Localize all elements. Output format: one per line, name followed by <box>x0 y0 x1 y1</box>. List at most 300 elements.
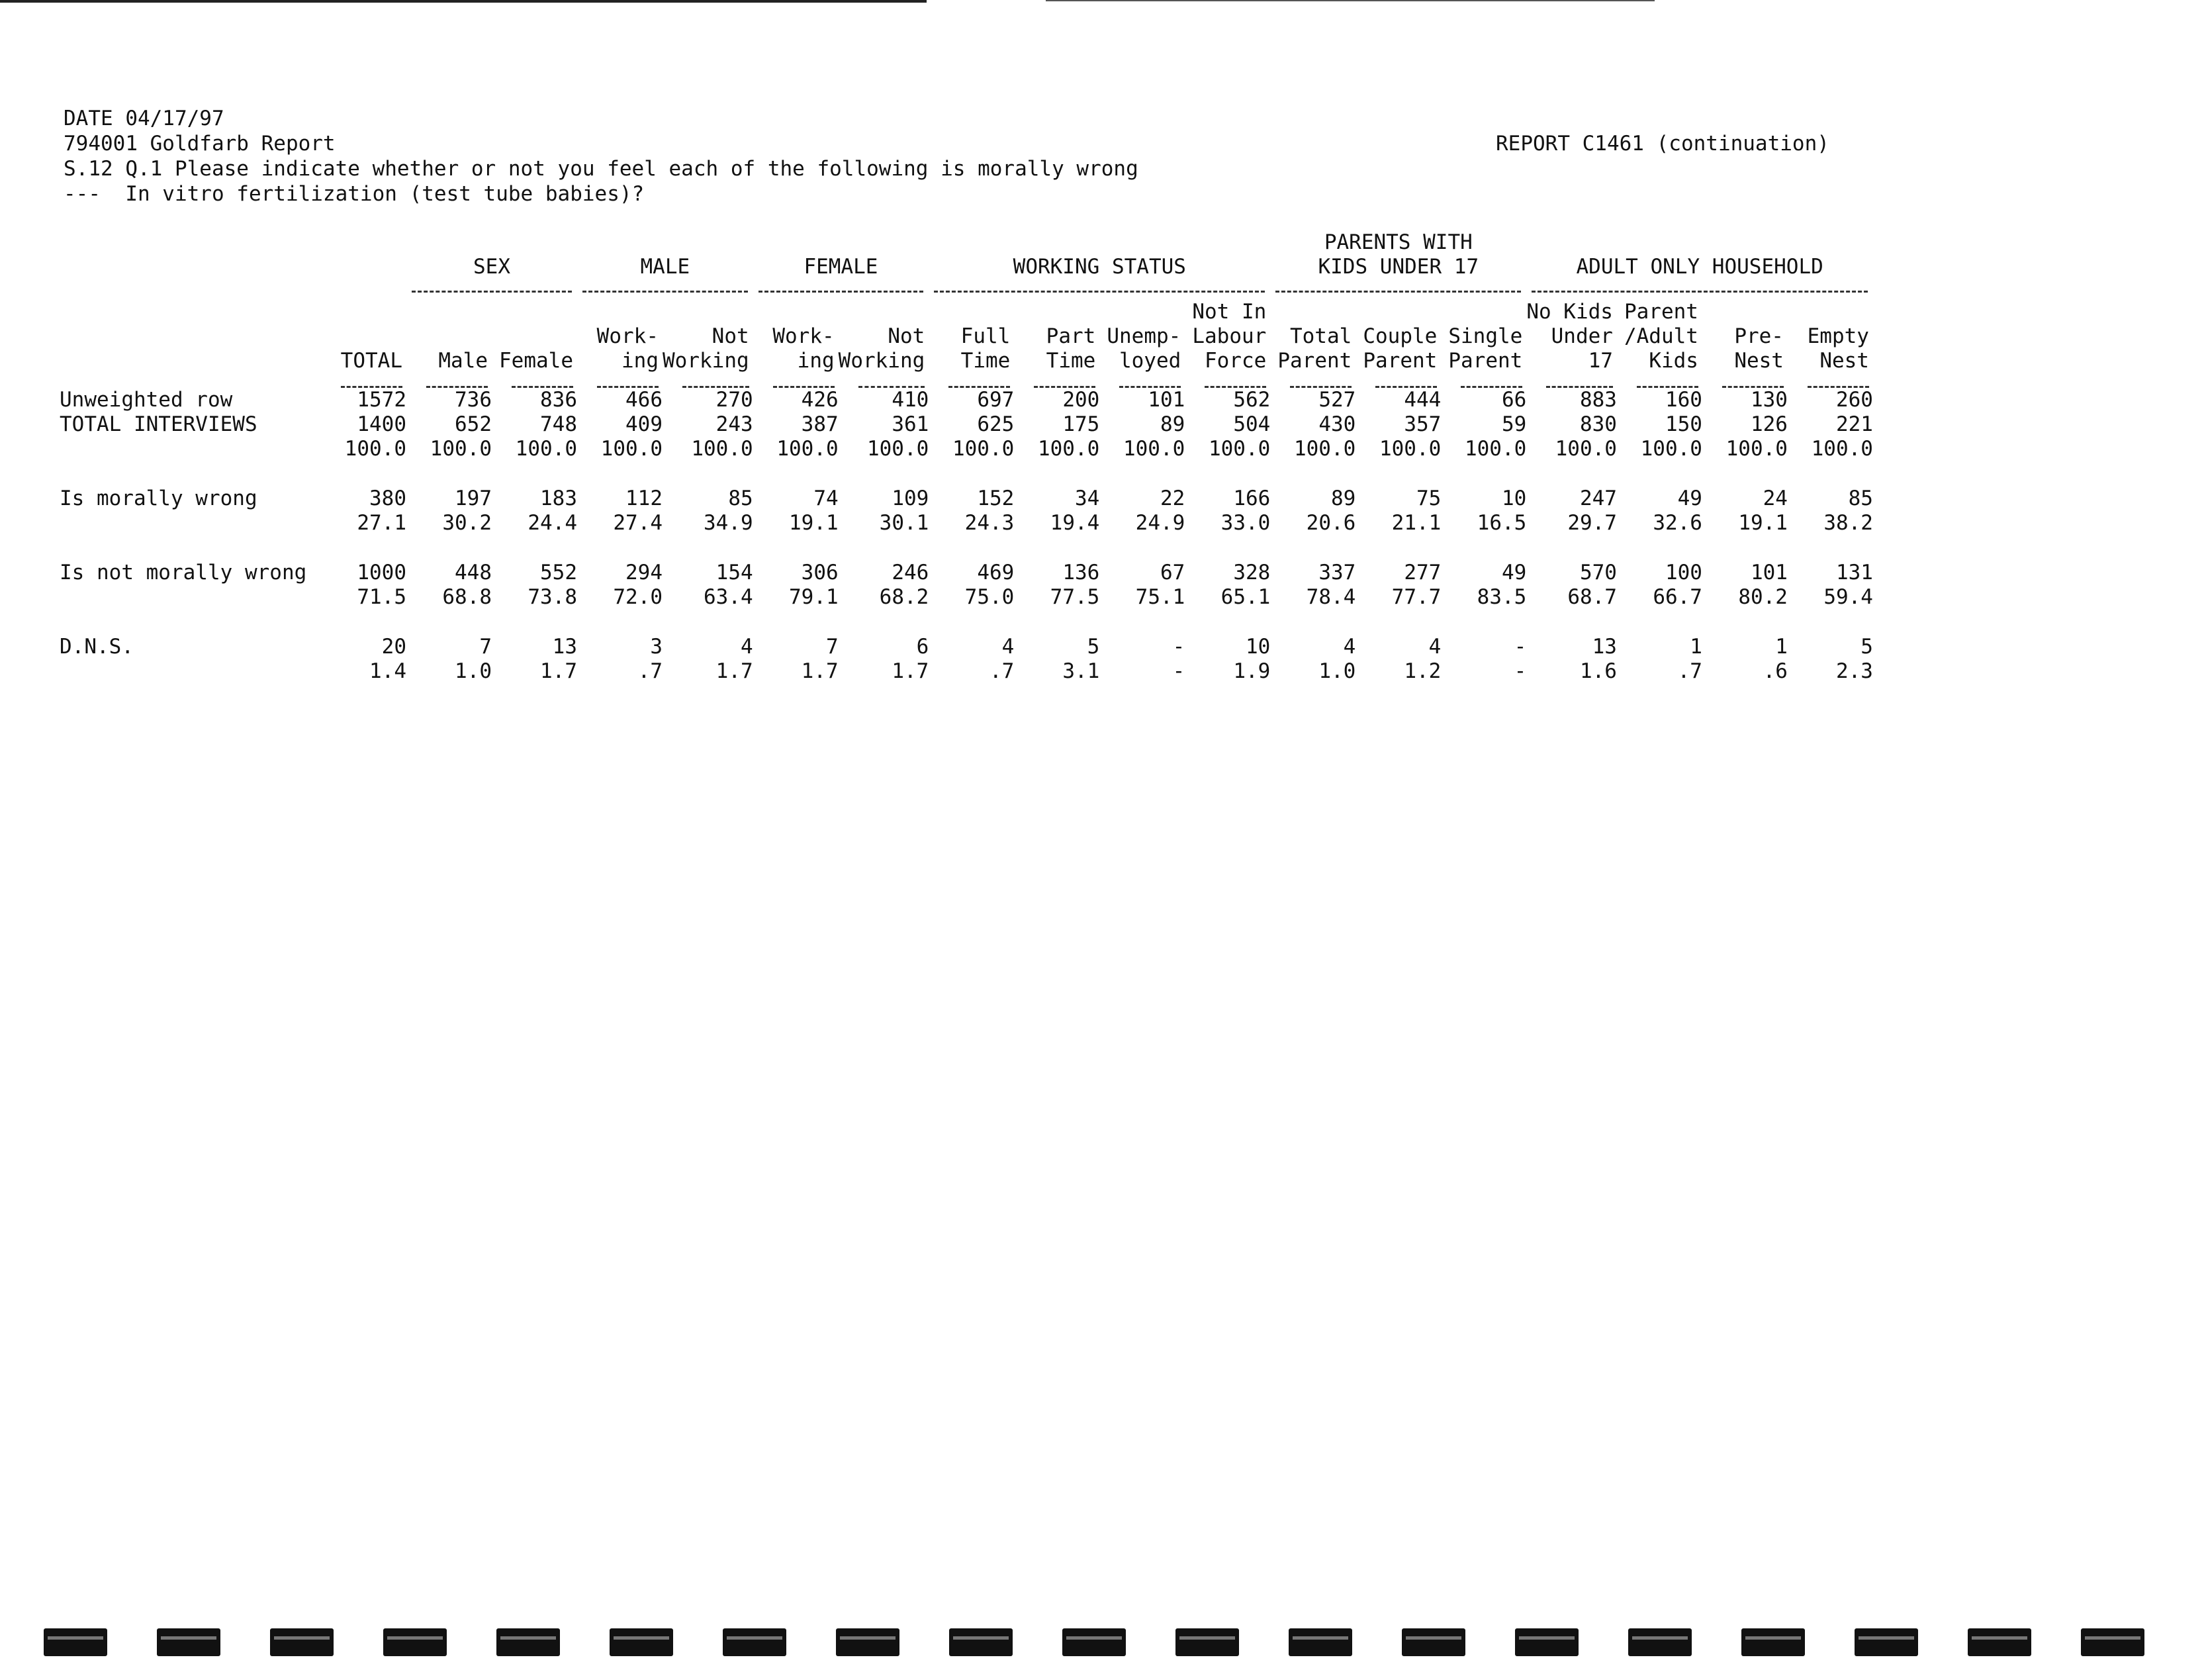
table-cell: 79.1 <box>789 585 839 609</box>
crosstab-table <box>60 224 1873 684</box>
table-row <box>60 585 1873 610</box>
table-cell: 166 <box>1233 487 1271 510</box>
feed-hole <box>1402 1628 1465 1656</box>
table-cell: 13 <box>1592 635 1617 659</box>
feed-hole <box>496 1628 560 1656</box>
table-cell: .7 <box>637 659 663 683</box>
table-row <box>60 561 1873 585</box>
page-top-edge <box>0 0 927 3</box>
feed-hole <box>1855 1628 1918 1656</box>
row-label: D.N.S. <box>60 635 134 659</box>
column-header-line <box>1107 300 1181 324</box>
table-cell: 34 <box>1074 487 1100 510</box>
table-cell: 361 <box>892 412 929 436</box>
table-cell: 136 <box>1062 561 1100 584</box>
column-header <box>577 293 663 373</box>
table-cell: 7 <box>825 635 839 659</box>
table-cell: 243 <box>715 412 753 436</box>
table-row <box>60 437 1873 461</box>
table-cell: 24.3 <box>964 511 1015 535</box>
column-header-line <box>499 300 573 324</box>
table-cell: 1.2 <box>1404 659 1442 683</box>
table-cell: 100.0 <box>1037 437 1100 461</box>
column-header-line <box>341 300 402 324</box>
column-divider-row <box>60 373 1873 388</box>
column-header-line <box>341 324 402 349</box>
column-header-line: Couple <box>1363 324 1438 348</box>
feed-hole <box>1175 1628 1239 1656</box>
feed-hole <box>383 1628 447 1656</box>
table-cell: 152 <box>977 487 1015 510</box>
column-header-line: Unemp- <box>1107 324 1181 348</box>
question-text: S.12 Q.1 Please indicate whether or not you feel each of the following is morally wrong <box>64 157 1138 181</box>
table-cell: 748 <box>540 412 577 436</box>
column-header-text <box>1363 300 1437 373</box>
table-cell: 409 <box>625 412 663 436</box>
table-cell: 562 <box>1233 388 1271 412</box>
feed-hole <box>1062 1628 1126 1656</box>
column-header-line: Working <box>838 349 925 373</box>
table-cell: 66 <box>1501 388 1527 412</box>
table-cell: 75 <box>1416 487 1442 510</box>
feed-hole <box>270 1628 334 1656</box>
column-header-line <box>663 300 749 324</box>
table-cell: 38.2 <box>1823 511 1873 535</box>
row-label: Is not morally wrong <box>60 561 307 584</box>
group-female: FEMALE <box>804 255 878 279</box>
column-header-text <box>1526 300 1613 373</box>
table-cell: 16.5 <box>1477 511 1527 535</box>
table-cell: 294 <box>625 561 663 584</box>
table-cell: 59.4 <box>1823 585 1873 609</box>
table-cell: 736 <box>455 388 492 412</box>
table-cell: 101 <box>1750 561 1788 584</box>
table-cell: 3.1 <box>1062 659 1100 683</box>
column-header-text <box>341 300 402 373</box>
table-cell: 85 <box>1848 487 1873 510</box>
table-cell: 246 <box>892 561 929 584</box>
group-male: MALE <box>640 255 690 279</box>
column-header <box>839 293 929 373</box>
table-cell: - <box>1172 659 1185 683</box>
feed-hole <box>949 1628 1013 1656</box>
table-cell: 504 <box>1233 412 1271 436</box>
table-cell: 30.2 <box>442 511 492 535</box>
table-cell: 426 <box>801 388 839 412</box>
table-cell: 4 <box>1428 635 1442 659</box>
table-cell: 883 <box>1579 388 1617 412</box>
column-header-text <box>499 300 573 373</box>
table-cell: 247 <box>1579 487 1617 510</box>
column-header-line <box>839 300 925 324</box>
table-cell: 20 <box>381 635 406 659</box>
column-header-line: ing <box>797 349 835 373</box>
table-cell: 1.9 <box>1233 659 1271 683</box>
column-header-line: Total <box>1289 324 1352 348</box>
table-row <box>60 635 1873 659</box>
table-cell: 387 <box>801 412 839 436</box>
column-header-line <box>597 300 659 324</box>
table-cell: 836 <box>540 388 577 412</box>
table-cell: 71.5 <box>357 585 406 609</box>
column-header-text <box>1808 300 1869 373</box>
table-cell: 32.6 <box>1653 511 1702 535</box>
table-cell: 59 <box>1501 412 1527 436</box>
column-header-line <box>1448 300 1522 324</box>
report-id: REPORT C1461 (continuation) <box>1496 132 1829 156</box>
table-cell: 75.0 <box>964 585 1015 609</box>
table-cell: 100.0 <box>1464 437 1527 461</box>
column-header-line: Parent <box>1448 349 1523 373</box>
table-row <box>60 511 1873 536</box>
column-header <box>1185 293 1270 373</box>
table-cell: 100.0 <box>1725 437 1788 461</box>
column-header-line: Work- <box>596 324 659 348</box>
table-cell: 6 <box>916 635 929 659</box>
feed-hole <box>1515 1628 1579 1656</box>
column-header-line: Under <box>1551 324 1613 348</box>
table-cell: 20.6 <box>1306 511 1356 535</box>
column-header <box>929 293 1014 373</box>
table-cell: 89 <box>1330 487 1356 510</box>
table-cell: 1.6 <box>1579 659 1617 683</box>
row-spacer <box>60 610 1873 635</box>
group-parents <box>1270 224 1526 279</box>
column-header-line <box>1046 300 1096 324</box>
table-cell: 66.7 <box>1653 585 1702 609</box>
table-cell: 100.0 <box>952 437 1015 461</box>
table-cell: 112 <box>625 487 663 510</box>
table-cell: 72.0 <box>613 585 663 609</box>
column-header-line: Parent <box>1624 300 1698 324</box>
table-cell: 1 <box>1775 635 1788 659</box>
table-cell: 19.4 <box>1050 511 1100 535</box>
column-header-text <box>1624 300 1698 373</box>
table-cell: 21.1 <box>1391 511 1442 535</box>
column-header-line: Not <box>712 324 749 348</box>
table-cell: 100.0 <box>691 437 753 461</box>
column-header-text <box>438 300 488 373</box>
column-header-line <box>438 300 488 324</box>
table-cell: 24.4 <box>528 511 577 535</box>
group-working-status: WORKING STATUS <box>1013 255 1186 279</box>
table-cell: 100.0 <box>600 437 663 461</box>
table-cell: 306 <box>801 561 839 584</box>
table-row <box>60 487 1873 511</box>
table-cell: 410 <box>892 388 929 412</box>
table-row <box>60 659 1873 684</box>
table-cell: 527 <box>1318 388 1356 412</box>
row-label: Is morally wrong <box>60 487 257 510</box>
table-cell: 1572 <box>357 388 406 412</box>
table-cell: 19.1 <box>1738 511 1788 535</box>
row-spacer <box>60 536 1873 561</box>
table-cell: 444 <box>1404 388 1442 412</box>
table-cell: 469 <box>977 561 1015 584</box>
table-cell: 1.7 <box>801 659 839 683</box>
column-header-row <box>60 293 1873 373</box>
table-cell: 68.2 <box>879 585 929 609</box>
column-header-text <box>1277 300 1352 373</box>
table-cell: .7 <box>989 659 1015 683</box>
column-header-text <box>597 300 659 373</box>
table-cell: 100.0 <box>1811 437 1873 461</box>
table-cell: 1400 <box>357 412 406 436</box>
table-cell: 2.3 <box>1835 659 1873 683</box>
column-header-line: Nest <box>1734 349 1784 373</box>
table-cell: 5 <box>1861 635 1873 659</box>
column-header-line: Kids <box>1649 349 1698 373</box>
table-cell: 100.0 <box>1555 437 1617 461</box>
table-cell: 24.9 <box>1135 511 1185 535</box>
table-cell: 29.7 <box>1567 511 1617 535</box>
table-cell: 1.7 <box>540 659 577 683</box>
column-header-text <box>1107 300 1181 373</box>
table-cell: 49 <box>1501 561 1527 584</box>
table-cell: 74 <box>813 487 839 510</box>
row-label <box>60 511 321 536</box>
column-header-line: Not <box>888 324 925 348</box>
column-header-text <box>961 300 1011 373</box>
group-adult-only: ADULT ONLY HOUSEHOLD <box>1576 255 1823 279</box>
column-header <box>1441 293 1526 373</box>
table-cell: 380 <box>369 487 406 510</box>
table-cell: 68.8 <box>442 585 492 609</box>
feed-hole <box>610 1628 673 1656</box>
group-divider-row <box>60 279 1873 293</box>
column-header-line: /Adult <box>1624 324 1698 348</box>
table-cell: 77.7 <box>1391 585 1442 609</box>
table-cell: 100.0 <box>776 437 839 461</box>
table-cell: 1.0 <box>455 659 492 683</box>
column-header-line: No Kids <box>1526 300 1613 324</box>
table-cell: 200 <box>1062 388 1100 412</box>
feed-hole <box>1628 1628 1692 1656</box>
table-cell: 154 <box>715 561 753 584</box>
table-cell: 277 <box>1404 561 1442 584</box>
column-header-line: Nest <box>1819 349 1869 373</box>
table-cell: 101 <box>1148 388 1185 412</box>
table-cell: 1.7 <box>715 659 753 683</box>
table-cell: 22 <box>1160 487 1185 510</box>
group-sex: SEX <box>473 255 510 279</box>
table-cell: 78.4 <box>1306 585 1356 609</box>
column-header-line: Male <box>438 349 488 373</box>
column-header-line <box>499 324 573 349</box>
column-header-line: Force <box>1204 349 1267 373</box>
column-header <box>1617 293 1702 373</box>
table-cell: 100.0 <box>1208 437 1271 461</box>
table-cell: 27.1 <box>357 511 406 535</box>
feed-hole <box>1741 1628 1805 1656</box>
column-header-line: Part <box>1046 324 1096 348</box>
table-cell: 65.1 <box>1220 585 1271 609</box>
column-header <box>1356 293 1441 373</box>
column-header-line: Working <box>663 349 749 373</box>
table-cell: 1.0 <box>1318 659 1356 683</box>
table-row <box>60 388 1873 412</box>
table-cell: 5 <box>1087 635 1100 659</box>
table-cell: 33.0 <box>1220 511 1271 535</box>
column-header-line: Female <box>499 349 573 373</box>
table-cell: 100.0 <box>430 437 492 461</box>
table-cell: .7 <box>1677 659 1702 683</box>
column-header-text <box>1192 300 1266 373</box>
table-cell: 175 <box>1062 412 1100 436</box>
column-header <box>492 293 577 373</box>
column-header-line <box>1363 300 1437 324</box>
group-header-row <box>60 224 1873 279</box>
column-header-line: loyed <box>1119 349 1181 373</box>
table-cell: 89 <box>1160 412 1185 436</box>
table-cell: 150 <box>1665 412 1702 436</box>
column-header-line: Time <box>1046 349 1096 373</box>
column-header-line: Parent <box>1277 349 1352 373</box>
feed-hole <box>44 1628 107 1656</box>
table-cell: 697 <box>977 388 1015 412</box>
feed-hole <box>1289 1628 1352 1656</box>
row-label <box>60 437 321 461</box>
table-cell: 570 <box>1579 561 1617 584</box>
column-header-text <box>1734 300 1784 373</box>
column-header-line: Labour <box>1192 324 1267 348</box>
column-header-line: Full <box>960 324 1011 348</box>
column-header-line: Parent <box>1363 349 1438 373</box>
table-cell: 10 <box>1245 635 1271 659</box>
report-name: 794001 Goldfarb Report <box>64 132 336 156</box>
table-cell: - <box>1172 635 1185 659</box>
column-header-line <box>772 300 834 324</box>
row-label <box>60 585 321 610</box>
column-header <box>1788 293 1873 373</box>
column-header-line: ing <box>621 349 659 373</box>
table-cell: 100.0 <box>1640 437 1702 461</box>
column-header-line <box>1808 300 1869 324</box>
column-header-line <box>961 300 1011 324</box>
table-cell: 160 <box>1665 388 1702 412</box>
table-cell: 4 <box>1343 635 1356 659</box>
table-cell: 83.5 <box>1477 585 1527 609</box>
column-header <box>406 293 492 373</box>
column-header-line: Empty <box>1807 324 1869 348</box>
table-cell: 183 <box>540 487 577 510</box>
table-cell: 10 <box>1501 487 1527 510</box>
table-cell: 75.1 <box>1135 585 1185 609</box>
table-body <box>60 388 1873 684</box>
table-cell: 448 <box>455 561 492 584</box>
table-cell: 100.0 <box>344 437 406 461</box>
table-cell: 126 <box>1750 412 1788 436</box>
table-cell: 197 <box>455 487 492 510</box>
table-cell: 24 <box>1763 487 1788 510</box>
row-label: Unweighted row <box>60 388 233 412</box>
table-cell: 80.2 <box>1738 585 1788 609</box>
column-header <box>1702 293 1788 373</box>
column-header-line: TOTAL <box>340 349 402 373</box>
table-cell: 466 <box>625 388 663 412</box>
table-cell: 4 <box>1001 635 1015 659</box>
feed-hole <box>723 1628 786 1656</box>
table-cell: 100.0 <box>1379 437 1442 461</box>
table-cell: 100.0 <box>1293 437 1356 461</box>
row-label: TOTAL INTERVIEWS <box>60 412 257 436</box>
report-date: DATE 04/17/97 <box>64 107 224 130</box>
table-cell: 1.7 <box>892 659 929 683</box>
table-row <box>60 412 1873 437</box>
table-cell: 430 <box>1318 412 1356 436</box>
table-cell: 130 <box>1750 388 1788 412</box>
table-cell: 19.1 <box>789 511 839 535</box>
column-header-line: Pre- <box>1734 324 1784 348</box>
table-cell: - <box>1514 659 1527 683</box>
table-cell: 4 <box>740 635 753 659</box>
table-cell: 73.8 <box>528 585 577 609</box>
column-header-line: Single <box>1448 324 1523 348</box>
table-cell: 100 <box>1665 561 1702 584</box>
table-cell: 27.4 <box>613 511 663 535</box>
table-cell: 552 <box>540 561 577 584</box>
column-header <box>1099 293 1185 373</box>
table-cell: 1000 <box>357 561 406 584</box>
subquestion-text: --- In vitro fertilization (test tube babies)? <box>64 182 645 206</box>
table-cell: 67 <box>1160 561 1185 584</box>
column-header <box>663 293 753 373</box>
table-cell: 830 <box>1579 412 1617 436</box>
table-cell: 100.0 <box>515 437 577 461</box>
column-header-text <box>839 300 925 373</box>
table-cell: 357 <box>1404 412 1442 436</box>
group-parents-line2: KIDS UNDER 17 <box>1318 255 1479 279</box>
column-header-line <box>438 324 488 349</box>
row-label <box>60 659 321 684</box>
column-header <box>1270 293 1356 373</box>
column-header-line: Not In <box>1192 300 1267 324</box>
group-parents-line1: PARENTS WITH <box>1324 230 1473 254</box>
column-header-text <box>663 300 749 373</box>
table-cell: 13 <box>552 635 577 659</box>
table-cell: 68.7 <box>1567 585 1617 609</box>
feed-hole <box>836 1628 899 1656</box>
column-header-line <box>1277 300 1352 324</box>
column-header <box>753 293 839 373</box>
feed-hole <box>2081 1628 2144 1656</box>
table-cell: 49 <box>1677 487 1702 510</box>
column-header-text <box>772 300 834 373</box>
table-cell: 3 <box>650 635 663 659</box>
table-cell: 270 <box>715 388 753 412</box>
column-header <box>321 293 406 373</box>
table-cell: 100.0 <box>866 437 929 461</box>
page-top-edge-faint <box>1046 0 1655 1</box>
table-cell: 625 <box>977 412 1015 436</box>
column-header-line: Time <box>960 349 1011 373</box>
table-cell: 652 <box>455 412 492 436</box>
column-header-line: Work- <box>772 324 835 348</box>
table-cell: - <box>1514 635 1527 659</box>
table-cell: 1.4 <box>369 659 406 683</box>
table-cell: .6 <box>1763 659 1788 683</box>
table-cell: 30.1 <box>879 511 929 535</box>
table-cell: 63.4 <box>704 585 753 609</box>
feed-hole <box>1968 1628 2031 1656</box>
column-header <box>1014 293 1099 373</box>
column-header-line <box>1734 300 1784 324</box>
table-cell: 131 <box>1835 561 1873 584</box>
column-header <box>1526 293 1617 373</box>
table-cell: 1 <box>1690 635 1702 659</box>
column-header-line: 17 <box>1588 349 1613 373</box>
feed-hole <box>157 1628 220 1656</box>
